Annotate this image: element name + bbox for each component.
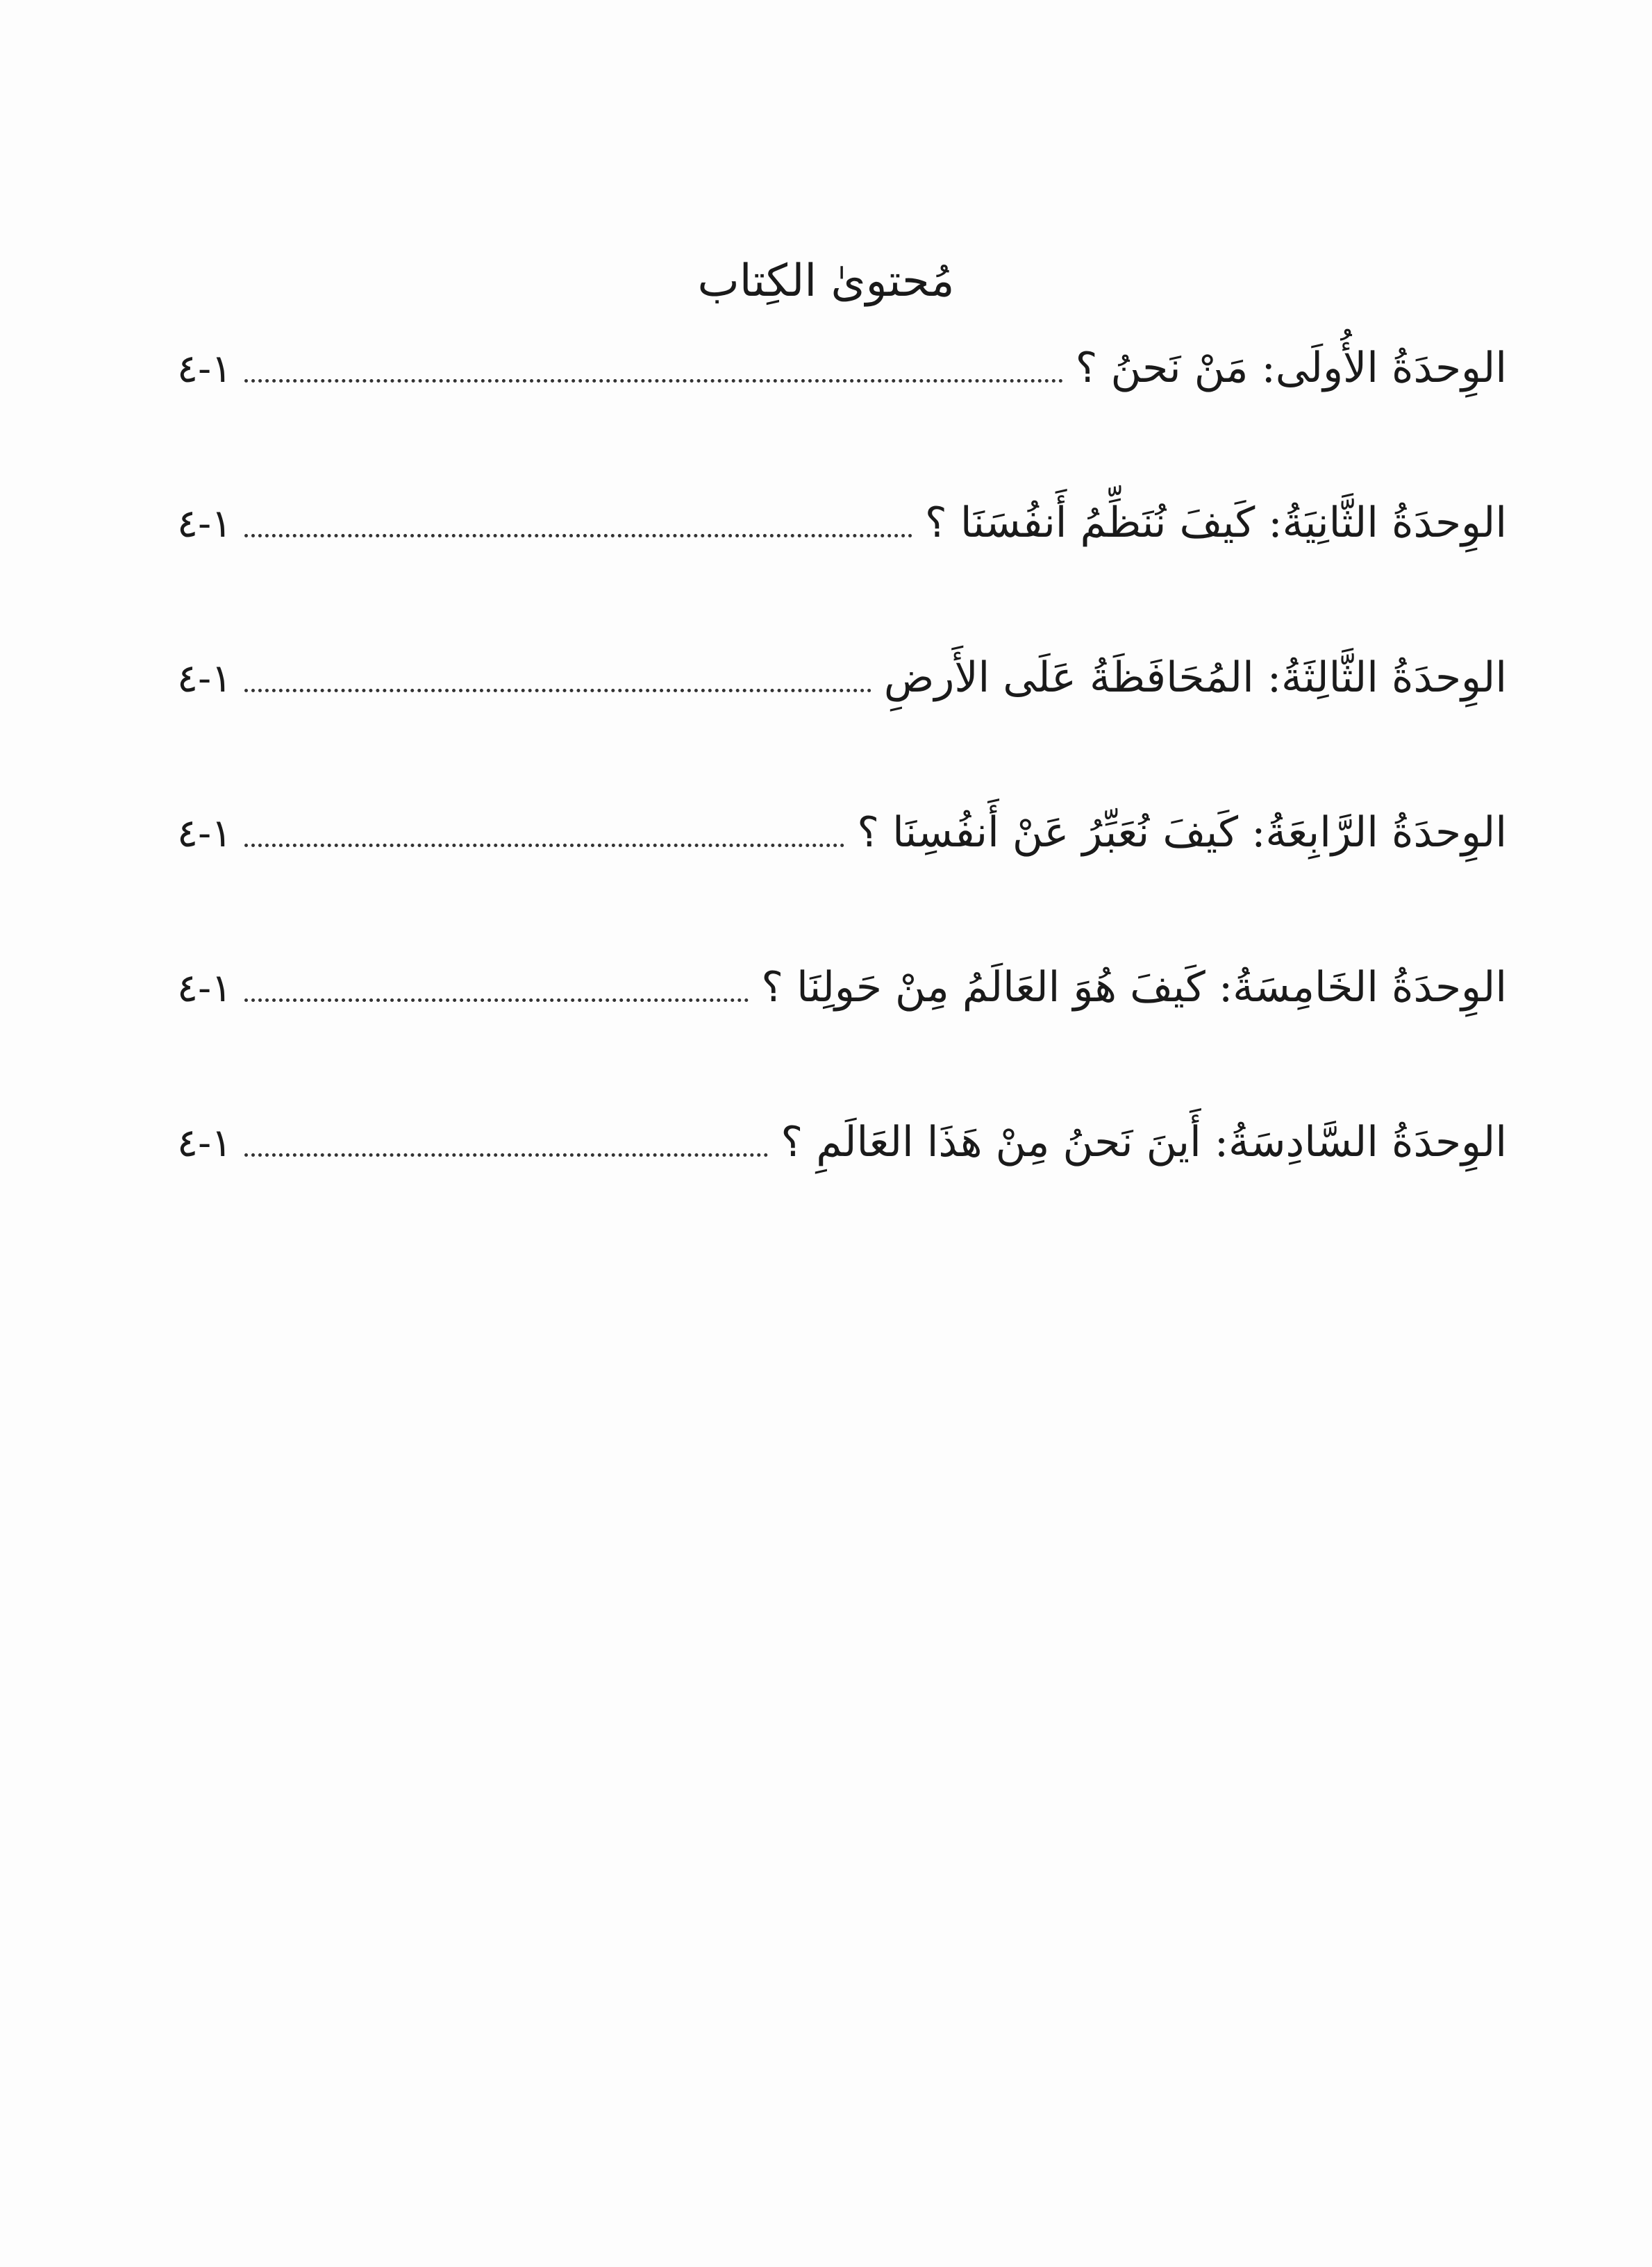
toc-list (177, 330, 1507, 1259)
toc-entry-unit-6 (177, 1104, 1507, 1180)
toc-entry-unit-3 (177, 639, 1507, 716)
page-range: ١-٤ (177, 501, 233, 546)
page-range: ١-٤ (177, 656, 233, 701)
toc-entry-unit-1 (177, 330, 1507, 406)
unit-label: الوِحدَةُ الأُولَى: (1261, 344, 1507, 392)
unit-label: الوِحدَةُ الثَّالِثَةُ: (1267, 653, 1507, 702)
unit-label: الوِحدَةُ الخَامِسَةُ: (1218, 963, 1507, 1012)
unit-title: كَيفَ نُعَبِّرُ عَنْ أَنفُسِنَا ؟ (857, 808, 1239, 857)
unit-title: المُحَافَظَةُ عَلَى الأَرضِ (883, 653, 1254, 702)
toc-entry-unit-5 (177, 949, 1507, 1026)
toc-entry-text (1076, 330, 1507, 406)
toc-entry-text (781, 1104, 1507, 1180)
dot-leader (244, 689, 871, 692)
dot-leader (244, 534, 912, 537)
toc-entry-text (884, 639, 1507, 716)
unit-title: كَيفَ نُنَظِّمُ أَنفُسَنَا ؟ (924, 499, 1255, 547)
page-range: ١-٤ (177, 966, 233, 1011)
unit-label: الوِحدَةُ السَّادِسَةُ: (1214, 1118, 1507, 1166)
unit-label: الوِحدَةُ الثَّانِيَةُ: (1268, 499, 1507, 547)
unit-title: مَنْ نَحنُ ؟ (1075, 344, 1249, 392)
dot-leader (244, 844, 844, 847)
dot-leader (244, 1153, 768, 1157)
dot-leader (244, 379, 1063, 383)
unit-title: أَينَ نَحنُ مِنْ هَذَا العَالَمِ ؟ (781, 1118, 1201, 1166)
unit-title: كَيفَ هُوَ العَالَمُ مِنْ حَولِنَا ؟ (761, 963, 1205, 1012)
toc-entry-text (857, 794, 1507, 871)
page-range: ١-٤ (177, 346, 233, 392)
page-title: مُحتوىٰ الكِتاب (697, 256, 955, 307)
toc-entry-text (761, 949, 1507, 1026)
page-range: ١-٤ (177, 811, 233, 856)
unit-label: الوِحدَةُ الرَّابِعَةُ: (1251, 808, 1507, 857)
toc-entry-unit-4 (177, 794, 1507, 871)
toc-entry-text (925, 485, 1507, 561)
dot-leader (244, 998, 749, 1002)
toc-entry-unit-2 (177, 485, 1507, 561)
page-range: ١-٤ (177, 1121, 233, 1166)
